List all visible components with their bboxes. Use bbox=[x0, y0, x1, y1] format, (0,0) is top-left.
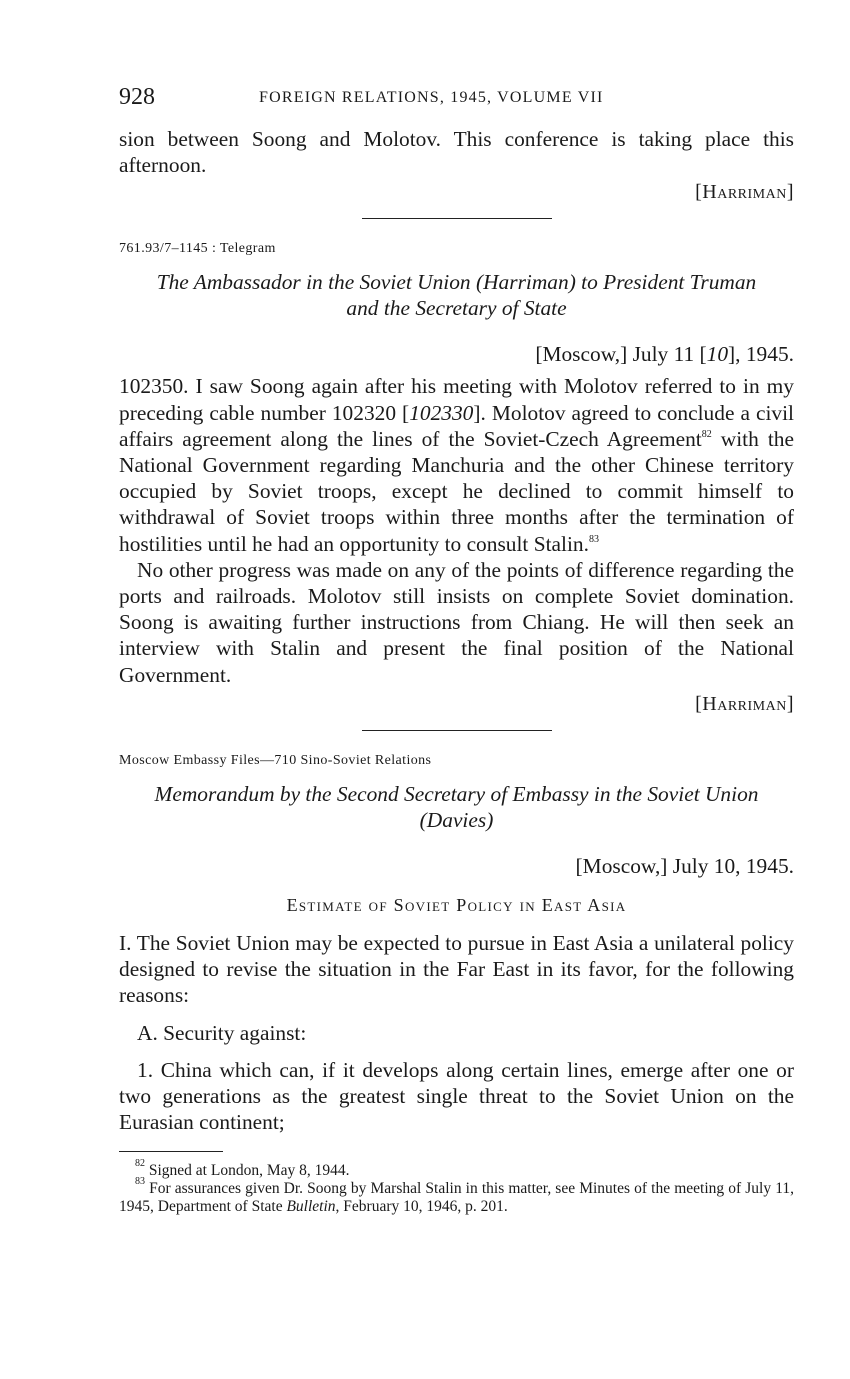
p1-text-c: with the National Government regarding Manchuria and the other Chinese territory occupied by Soviet troops, except he declined to commit himself to withdrawal of Soviet troops within three months after the termination of hostilities until he had an opportunity to consult Stalin. bbox=[119, 426, 794, 556]
dateline-1 bbox=[119, 341, 794, 367]
footnote-marker-82[interactable]: 82 bbox=[701, 428, 712, 440]
title-part-b: ) to President Truman and the Secretary of State bbox=[346, 270, 757, 321]
file-reference-2: Moscow Embassy Files—710 Sino-Soviet Relations bbox=[119, 752, 432, 768]
title-name-harriman: Harriman bbox=[483, 270, 569, 295]
dateline-corrected-date: 10 bbox=[706, 342, 729, 367]
footnote-83-text-a: For assurances given Dr. Soong by Marshal Stalin in this matter, see Minutes of the meeting of July 11, 1945, Department of State bbox=[119, 1180, 794, 1216]
footnote-83-mark: 83 bbox=[135, 1176, 145, 1188]
footnote-83-publication: Bulletin bbox=[286, 1198, 336, 1216]
running-title: FOREIGN RELATIONS, 1945, VOLUME VII bbox=[259, 89, 604, 106]
document-title-2 bbox=[143, 781, 770, 833]
p1-text-b: ]. Molotov agreed to conclude a civil affairs agreement along the lines of the Soviet-Czech Agreement bbox=[119, 400, 794, 451]
document-page bbox=[119, 84, 794, 1216]
footnote-marker-83[interactable]: 83 bbox=[588, 533, 599, 545]
memo-item-1: 1. China which can, if it develops along certain lines, emerge after one or two generations as the greatest single threat to the Soviet Union on the Eurasian continent; bbox=[119, 1057, 794, 1135]
footnote-82 bbox=[119, 1158, 794, 1180]
file-reference-1: 761.93/7–1145 : Telegram bbox=[119, 241, 276, 257]
signature-harriman-2: [Harriman] bbox=[695, 692, 794, 715]
footnote-83 bbox=[119, 1176, 794, 1216]
footnote-82-text: Signed at London, May 8, 1944. bbox=[148, 1162, 350, 1180]
section-divider-1 bbox=[362, 218, 552, 219]
memo-section-a: A. Security against: bbox=[137, 1021, 307, 1046]
memo-paragraph-1: I. The Soviet Union may be expected to pursue in East Asia a unilateral policy designed to revise the situation in the Far East in its favor, for the following reasons: bbox=[119, 930, 794, 1008]
document-title-1 bbox=[143, 269, 770, 321]
footnote-82-mark: 82 bbox=[135, 1158, 145, 1170]
running-head bbox=[119, 84, 794, 116]
dateline-part-b: ], 1945. bbox=[728, 342, 794, 367]
continuation-paragraph: sion between Soong and Molotov. This conference is taking place this afternoon. bbox=[119, 127, 794, 178]
title-part-a: The Ambassador in the Soviet Union ( bbox=[156, 270, 484, 295]
section-divider-2 bbox=[362, 730, 552, 731]
title2-part-a: Memorandum by the Second Secretary of Embassy in the Soviet Union ( bbox=[154, 781, 759, 832]
page-number: 928 bbox=[119, 84, 155, 110]
title-name-davies: Davies bbox=[426, 807, 487, 832]
p1-corrected-cable-number: 102330 bbox=[409, 400, 474, 425]
memorandum-heading: Estimate of Soviet Policy in East Asia bbox=[286, 894, 627, 915]
footnote-rule bbox=[119, 1151, 223, 1152]
p1-text-a: 102350. I saw Soong again after his meeting with Molotov referred to in my preceding cable number 102320 [ bbox=[119, 374, 794, 425]
dateline-2: [Moscow,] July 10, 1945. bbox=[575, 853, 794, 878]
telegram-paragraph-1 bbox=[119, 373, 794, 556]
footnote-83-text-b: , February 10, 1946, p. 201. bbox=[335, 1198, 508, 1216]
title2-part-b: ) bbox=[486, 807, 494, 832]
telegram-paragraph-2: No other progress was made on any of the points of difference regarding the ports and railroads. Molotov still insists on complete Soviet domination. Soong is awaiting further instructions from Chiang. He will then seek an interview with Stalin and present the final position of the National Government. bbox=[119, 557, 794, 687]
signature-harriman-1: [Harriman] bbox=[695, 181, 794, 204]
dateline-part-a: [Moscow,] July 11 [ bbox=[535, 342, 707, 367]
